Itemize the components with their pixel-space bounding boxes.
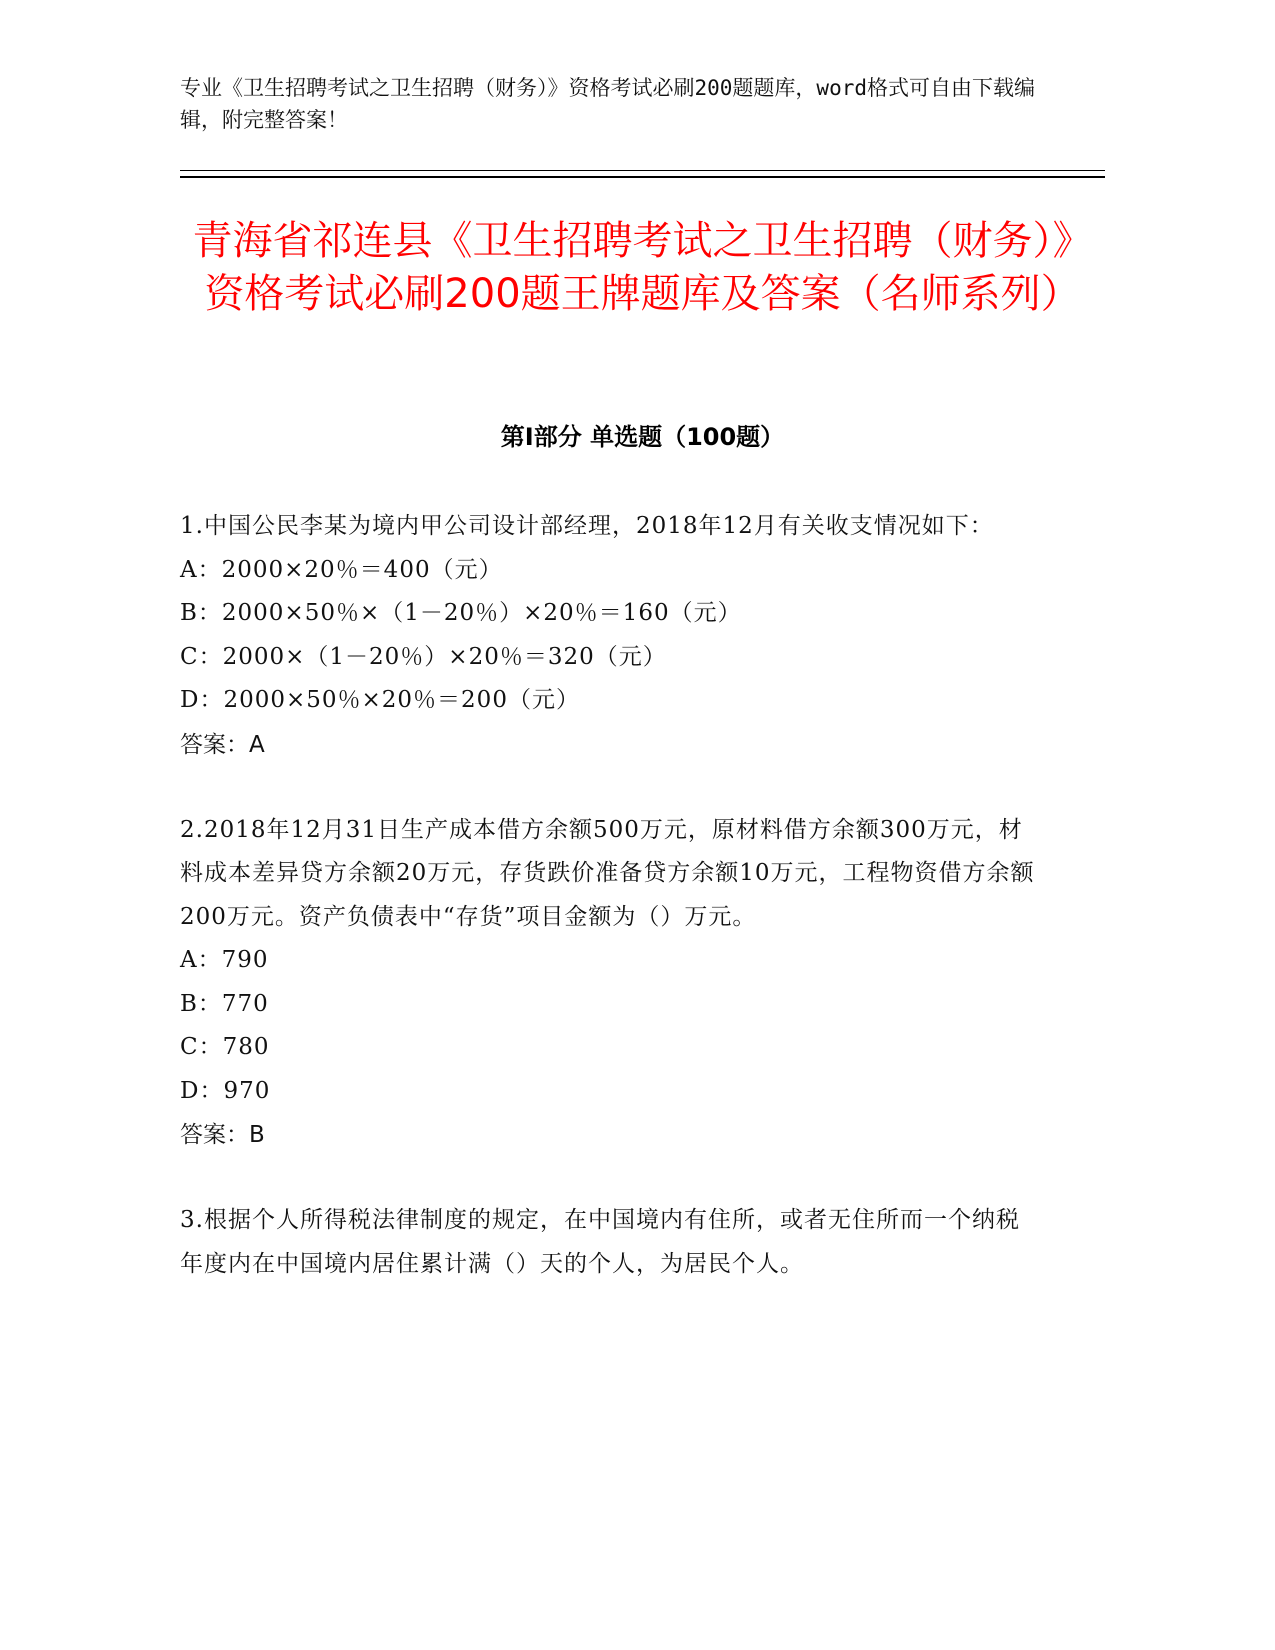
option-c: C：2000×（1－20％）×20％＝320（元） bbox=[180, 643, 667, 670]
section-heading: 第Ⅰ部分 单选题（100题） bbox=[500, 423, 785, 451]
header-note: 专业《卫生招聘考试之卫生招聘（财务）》资格考试必刷200题题库，word格式可自由下载编辑，附完整答案！ bbox=[180, 76, 1035, 132]
document-title: 青海省祁连县《卫生招聘考试之卫生招聘（财务）》资格考试必刷200题王牌题库及答案（名师系列） bbox=[192, 218, 1093, 317]
option-b: B：770 bbox=[180, 990, 269, 1017]
question-3 bbox=[180, 1199, 1040, 1286]
question-text: 3.根据个人所得税法律制度的规定，在中国境内有住所，或者无住所而一个纳税年度内在中国境内居住累计满（）天的个人，为居民个人。 bbox=[180, 1207, 1020, 1277]
option-d: D：2000×50％×20％＝200（元） bbox=[180, 687, 580, 713]
option-b: B：2000×50％×（1－20％）×20％＝160（元） bbox=[180, 600, 742, 626]
option-d: D：970 bbox=[180, 1077, 271, 1104]
header-rule-thick bbox=[180, 176, 1105, 178]
option-a: A：2000×20％＝400（元） bbox=[180, 556, 503, 583]
question-1 bbox=[180, 505, 1040, 767]
answer-line: 答案：A bbox=[180, 731, 265, 758]
header-rule-thin bbox=[180, 170, 1105, 171]
question-text: 2.2018年12月31日生产成本借方余额500万元，原材料借方余额300万元，材料成本差异贷方余额20万元，存货跌价准备贷方余额10万元，工程物资借方余额200万元。资产负债表中“存货”项目金额为（）万元。 bbox=[180, 816, 1035, 930]
question-list bbox=[180, 505, 1040, 1328]
answer-line: 答案：B bbox=[180, 1122, 265, 1148]
option-a: A：790 bbox=[180, 947, 269, 973]
option-c: C：780 bbox=[180, 1034, 270, 1060]
question-2 bbox=[180, 809, 1040, 1158]
question-text: 1.中国公民李某为境内甲公司设计部经理，2018年12月有关收支情况如下： bbox=[180, 513, 994, 539]
